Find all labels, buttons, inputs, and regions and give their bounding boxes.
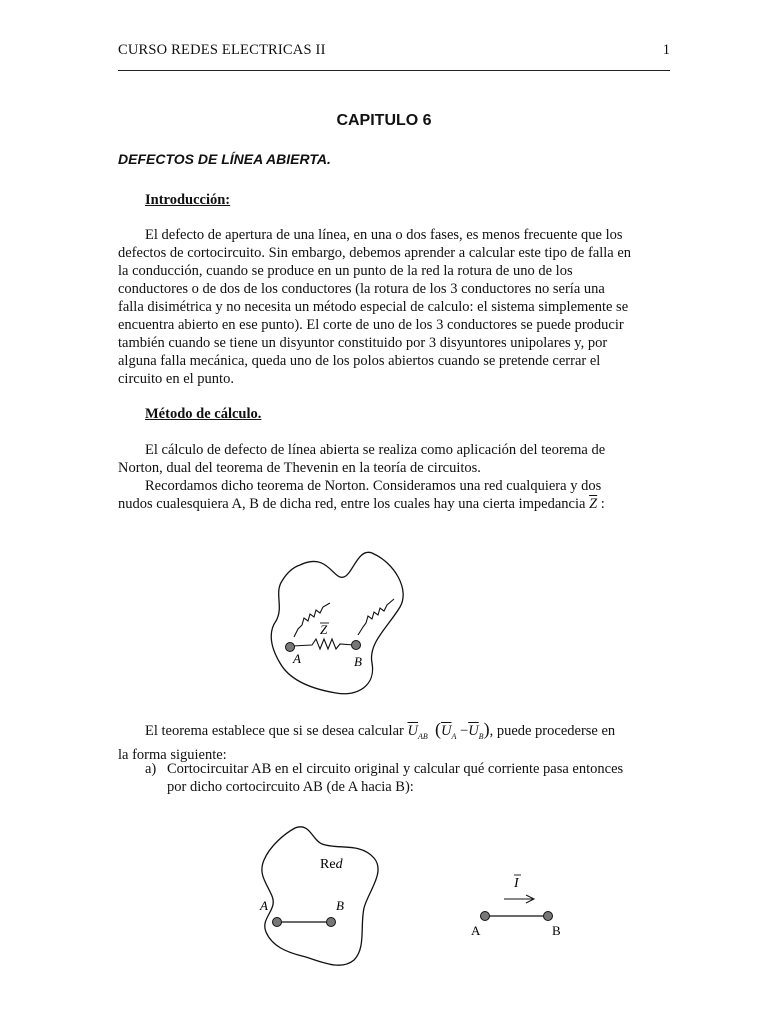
text-line: El defecto de apertura de una línea, en una o dos fases, es menos frecuente que los bbox=[145, 227, 623, 243]
figure-network-short-circuit bbox=[250, 820, 390, 980]
method-paragraph-1 bbox=[118, 441, 658, 477]
text-line: El teorema establece que si se desea calcular $\overline{U}_{AB}$ $(\overline{U}_A -\overline{U}_B)$, puede procederse en bbox=[145, 719, 616, 741]
label-z: Z bbox=[320, 622, 328, 637]
method-paragraph-2 bbox=[118, 477, 658, 513]
subscript-a: A bbox=[451, 731, 457, 741]
list-item bbox=[145, 760, 655, 800]
text-line: Norton, dual del teorema de Thevenin en la teoría de circuitos. bbox=[118, 460, 481, 476]
text-line: circuito en el punto. bbox=[118, 371, 234, 387]
node-b bbox=[352, 641, 361, 650]
text-line: defectos de cortocircuito. Sin embargo, debemos aprender a calcular este tipo de falla en bbox=[118, 245, 632, 261]
text-line bbox=[118, 495, 658, 513]
network-boundary bbox=[271, 552, 403, 693]
impedance-symbol: $\overline{Z}$ bbox=[589, 496, 598, 512]
text-line: por dicho cortocircuito AB (de A hacia B): bbox=[167, 779, 414, 795]
text-line-body: nudos cualesquiera A, B de dicha red, entre los cuales hay una cierta impedancia bbox=[118, 496, 586, 512]
label-a: A bbox=[260, 898, 268, 913]
list-item-text bbox=[167, 760, 667, 796]
voltage-symbol: $\overline{U}$ bbox=[441, 723, 452, 739]
text-line: El cálculo de defecto de línea abierta se realiza como aplicación del teorema de bbox=[145, 442, 606, 458]
theorem-paragraph bbox=[118, 720, 658, 764]
intro-heading: Introducción: bbox=[145, 192, 231, 208]
theorem-text-before: El teorema establece que si se desea calcular bbox=[145, 723, 404, 739]
label-red: Red bbox=[320, 857, 343, 872]
label-a: A bbox=[471, 923, 481, 938]
text-line: Recordamos dicho teorema de Norton. Consideramos una red cualquiera y dos bbox=[145, 478, 602, 494]
header-title: CURSO REDES ELECTRICAS II bbox=[118, 42, 326, 58]
page-header bbox=[118, 40, 670, 71]
text-line: también cuando se tiene un disyuntor constituido por 3 disyuntores unipolares y, por bbox=[118, 335, 608, 351]
minus-sign: − bbox=[460, 723, 469, 739]
intro-paragraph bbox=[118, 226, 658, 388]
node-b bbox=[327, 918, 336, 927]
node-a bbox=[481, 912, 490, 921]
text-line: encuentra abierto en ese punto). El corte de uno de los 3 conductores se puede producir bbox=[118, 317, 624, 333]
text-line: la conducción, cuando se produce en un punto de la red la rotura de uno de los bbox=[118, 263, 573, 279]
network-boundary bbox=[262, 827, 378, 965]
node-b bbox=[544, 912, 553, 921]
method-heading: Método de cálculo. bbox=[145, 406, 262, 422]
subscript-ab: AB bbox=[417, 731, 428, 741]
page-number: 1 bbox=[662, 42, 670, 58]
subscript-b: B bbox=[478, 731, 484, 741]
label-b: B bbox=[552, 923, 561, 938]
impedance-z bbox=[292, 639, 354, 649]
figure-network-impedance bbox=[260, 545, 420, 705]
text-line-tail: : bbox=[597, 496, 605, 512]
text-line: conductores o de dos de los conductores (la rotura de los 3 conductores no sería una bbox=[118, 281, 605, 297]
text-line: Cortocircuitar AB en el circuito original y calcular qué corriente pasa entonces bbox=[167, 761, 624, 777]
list-marker: a) bbox=[145, 761, 157, 777]
text-line: alguna falla mecánica, queda uno de los polos abiertos cuando se pretende cerrar el bbox=[118, 353, 601, 369]
node-a bbox=[273, 918, 282, 927]
figure-short-current bbox=[460, 865, 580, 945]
label-i: I bbox=[514, 876, 519, 891]
label-a: A bbox=[293, 651, 301, 666]
label-b: B bbox=[354, 654, 362, 669]
theorem-text-after: , puede procederse en bbox=[489, 723, 616, 739]
voltage-symbol: $\overline{U}$ bbox=[468, 723, 479, 739]
label-b: B bbox=[336, 898, 344, 913]
chapter-title: CAPITULO 6 bbox=[336, 112, 432, 129]
section-title: DEFECTOS DE LÍNEA ABIERTA. bbox=[118, 151, 331, 167]
voltage-symbol: $\overline{U}$ bbox=[407, 723, 418, 739]
text-line: falla disimétrica y no necesita un método especial de calculo: el sistema simplemente se bbox=[118, 299, 629, 315]
resistor-right bbox=[358, 599, 394, 635]
text-line: la forma siguiente: bbox=[118, 746, 227, 763]
